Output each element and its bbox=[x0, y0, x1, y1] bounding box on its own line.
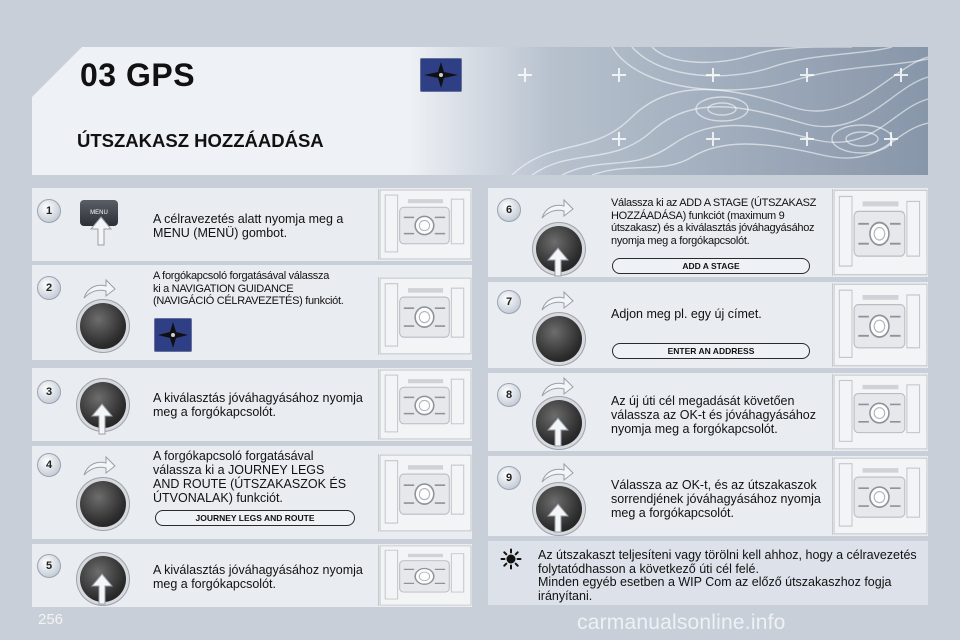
radio-unit-drawing bbox=[379, 545, 472, 606]
step-number: 7 bbox=[497, 290, 521, 314]
rotate-arrow-icon bbox=[540, 376, 574, 398]
step-number: 1 bbox=[37, 199, 61, 223]
step-1-text: A célravezetés alatt nyomja meg a MENU (MENÜ) gombot. bbox=[153, 212, 344, 240]
step-3-text: A kiválasztás jóváhagyásához nyomja meg a forgókapcsolót. bbox=[153, 391, 363, 419]
step-9-text: Válassza az OK-t, és az útszakaszok sorrendjének jóváhagyásához nyomja meg a forgókapcsolót. bbox=[611, 478, 821, 520]
tip-sun-icon bbox=[500, 548, 522, 570]
press-arrow-icon bbox=[90, 572, 114, 606]
step-7-text: Adjon meg pl. egy új címet. bbox=[611, 307, 762, 321]
step-number: 4 bbox=[37, 453, 61, 477]
step-6-text: Válassza ki az ADD A STAGE (ÚTSZAKASZ HOZZÁADÁSA) funkciót (maximum 9 útszakasz) és a kiválasztás jóváhagyásához nyomja meg a forgókapcsolót. bbox=[611, 197, 817, 247]
add-stage-menu-label: ADD A STAGE bbox=[612, 258, 810, 274]
rotate-arrow-icon bbox=[540, 290, 574, 312]
gps-compass-icon bbox=[420, 58, 462, 92]
radio-unit-drawing bbox=[379, 189, 472, 260]
page-number: 256 bbox=[38, 611, 64, 628]
radio-unit-drawing bbox=[833, 283, 928, 367]
step-number: 8 bbox=[497, 383, 521, 407]
step-number: 6 bbox=[497, 198, 521, 222]
press-arrow-icon bbox=[546, 246, 570, 278]
radio-unit-illustration bbox=[378, 454, 472, 532]
step-2-text: A forgókapcsoló forgatásával válassza ki a NAVIGATION GUIDANCE (NAVIGÁCIÓ CÉLRAVEZETÉS) funkciót. bbox=[153, 270, 344, 307]
radio-unit-drawing bbox=[379, 454, 472, 532]
journey-legs-menu-label: JOURNEY LEGS AND ROUTE bbox=[155, 510, 355, 526]
press-arrow-icon bbox=[90, 402, 114, 436]
radio-unit-illustration bbox=[378, 545, 472, 606]
radio-unit-illustration bbox=[378, 369, 472, 440]
rotary-knob-icon bbox=[536, 316, 582, 362]
section-title: ÚTSZAKASZ HOZZÁADÁSA bbox=[77, 130, 324, 151]
rotary-knob-icon bbox=[80, 481, 126, 527]
radio-unit-drawing bbox=[379, 277, 472, 355]
step-number: 9 bbox=[497, 466, 521, 490]
radio-unit-illustration bbox=[832, 283, 928, 367]
radio-unit-illustration bbox=[832, 374, 928, 450]
radio-unit-drawing bbox=[833, 374, 928, 450]
watermark-text: carmanualsonline.info bbox=[577, 611, 786, 634]
radio-unit-drawing bbox=[379, 369, 472, 440]
step-number: 5 bbox=[37, 554, 61, 578]
radio-unit-illustration bbox=[378, 189, 472, 260]
note-text: Az útszakaszt teljesíteni vagy törölni kell ahhoz, hogy a célravezetés folytatódhasson a következő úti cél felé. Minden egyéb esetben a WIP Com az előző útszakaszhoz fogja irányítani. bbox=[538, 548, 917, 603]
radio-unit-illustration bbox=[832, 457, 928, 535]
radio-unit-drawing bbox=[833, 189, 928, 276]
press-arrow-icon bbox=[88, 215, 114, 247]
rotate-arrow-icon bbox=[540, 198, 574, 220]
header-corner-fold bbox=[32, 47, 82, 97]
rotate-arrow-icon bbox=[82, 278, 116, 300]
rotate-arrow-icon bbox=[82, 455, 116, 477]
step-number: 2 bbox=[37, 276, 61, 300]
navigation-compass-icon bbox=[154, 318, 192, 352]
chapter-title: 03 GPS bbox=[80, 57, 196, 93]
step-4-text: A forgókapcsoló forgatásával válassza ki a JOURNEY LEGS AND ROUTE (ÚTSZAKASZOK ÉS ÚTVONALAK) funkciót. bbox=[153, 449, 347, 505]
radio-unit-drawing bbox=[833, 457, 928, 535]
press-arrow-icon bbox=[546, 416, 570, 448]
enter-address-menu-label: ENTER AN ADDRESS bbox=[612, 343, 810, 359]
rotary-knob-icon bbox=[80, 303, 126, 349]
radio-unit-illustration bbox=[378, 277, 472, 355]
radio-unit-illustration bbox=[832, 189, 928, 276]
step-number: 3 bbox=[37, 380, 61, 404]
rotate-arrow-icon bbox=[540, 462, 574, 484]
menu-button-graphic: MENU bbox=[80, 200, 118, 226]
step-5-text: A kiválasztás jóváhagyásához nyomja meg a forgókapcsolót. bbox=[153, 563, 363, 591]
press-arrow-icon bbox=[546, 502, 570, 534]
step-8-text: Az új úti cél megadását követően válassza az OK-t és jóváhagyásához nyomja meg a forgókapcsolót. bbox=[611, 394, 816, 436]
